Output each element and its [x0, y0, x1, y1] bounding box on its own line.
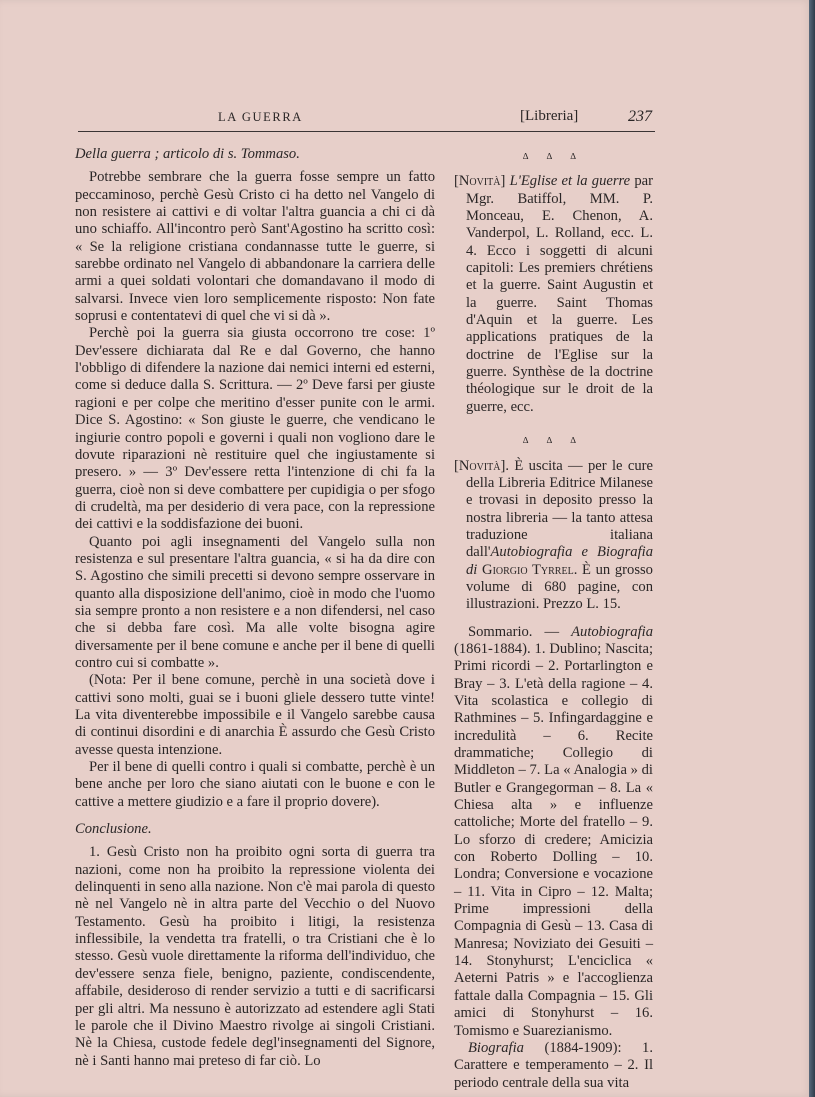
- notice-text: È uscita — per le cure della Libreria Editrice Milanese e trovasi in deposito presso la nostra libreria — la tanto attesa traduzione italiana dall': [466, 457, 653, 561]
- biografia-paragraph: [454, 1040, 653, 1092]
- notice-text: . È un grosso volume di 680 pagine, con illustrazioni. Prezzo L. 15.: [466, 561, 653, 613]
- notice-tag: [Novità]: [454, 173, 506, 190]
- book-notice-1: [454, 173, 653, 416]
- header-rule: [78, 131, 655, 132]
- book-author: Giorgio Tyrrel: [482, 561, 574, 578]
- page-number: 237: [628, 108, 652, 125]
- paragraph: Potrebbe sembrare che la guerra fosse sempre un fatto peccaminoso, perchè Gesù Cristo ci ha detto nel Vangelo di non resistere ai cattivi e di voltar l'altra guancia a chi ci dà uno schiaffo. All'incontro però Sant'Agostino ha scritto così: « Se la religione cristiana condannasse tutte le guerre, si sarebbe ordinato nel Vangelo di abbandonare la carriera delle armi a quei soldati volontari che domandavano il modo di salvarsi. Invece vien loro semplicemente risposto: Non fate soprusi e contentatevi di quel che vi si dà ».: [75, 169, 435, 325]
- biografia-title: Biografia: [468, 1039, 524, 1056]
- book-title: Autobiografia e Biografia: [490, 544, 653, 561]
- running-head-rubric: [Libreria]: [520, 108, 579, 124]
- sommario-paragraph: [454, 624, 653, 1040]
- running-head-section: LA GUERRA: [218, 110, 303, 124]
- sommario-title: Autobiografia: [571, 623, 653, 640]
- conclusion-paragraph: 1. Gesù Cristo non ha proibito ogni sorta di guerra tra nazioni, come non ha proibito la repressione violenta dei delinquenti in seno alla nazione. Non c'è mai parola di questo nè nel Vangelo nè in altra parte del Vecchio o del Nuovo Testamento. Gesù ha proibito i litigi, la resistenza inflessibile, la vendetta tra fratelli, o tra Cristiani che è lo stesso. Gesù vuole direttamente la riforma dell'individuo, che dev'essere senza fiele, benigno, paziente, condiscendente, affabile, desideroso di render servizio a tutti e di sacrificarsi per gli altri. Ma nessuno è autorizzato ad estendere agli Stati le parole che il Divino Maestro rivolge ai singoli Cristiani. Nè la Chiesa, custode fedele degl'insegnamenti del Signore, nè i Santi hanno mai preteso di far ciò. Lo: [75, 844, 435, 1069]
- section-separator: ∆ ∆ ∆: [522, 151, 585, 161]
- left-column: [75, 146, 435, 1070]
- notice-tag: [Novità].: [454, 457, 510, 474]
- right-column: [454, 146, 653, 1092]
- notice-text: par Mgr. Batiffol, MM. P. Monceau, E. Chenon, A. Vanderpol, L. Rolland, ecc. L. 4. Ecco i soggetti di alcuni capitoli: Les premiers chrétiens et la guerre. Saint Augustin et la guerre. Saint Thomas d'Aquin et la guerre. Les applications pratiques de la doctrine de l'Eglise sur la guerre. Synthèse de la doctrine théologique sur le droit de la guerre, ecc.: [466, 173, 653, 415]
- conclusion-heading: Conclusione.: [75, 821, 152, 838]
- sommario-text: (1861-1884). 1. Dublino; Nascita; Primi ricordi – 2. Portarlington e Bray – 3. L'età della ragione – 4. Vita scolastica e collegio di Rathmines – 5. Infingardaggine e incredulità – 6. Recite drammatiche; Collegio di Middleton – 7. La « Analogia » di Butler e Grangegorman – 8. La « Chiesa alta » e influenze cattoliche; Morte del fratello – 9. Lo sforzo di credere; Amicizia con Roberto Dolling – 10. Londra; Conversione e vocazione – 11. Vita in Cipro – 12. Malta; Prime impressioni della Compagnia di Gesù – 13. Casa di Manresa; Noviziato dei Gesuiti – 14. Stonyhurst; L'enciclica « Aeterni Patris » e l'accoglienza fattale dalla Compagnia – 15. Gli amici di Stonyhurst – 16. Tomismo e Suarezianismo.: [454, 640, 653, 1039]
- book-title: L'Eglise et la guerre: [509, 173, 631, 190]
- page-edge: [809, 0, 815, 1097]
- article-heading: Della guerra ; articolo di s. Tommaso.: [75, 146, 300, 162]
- paragraph: (Nota: Per il bene comune, perchè in una società dove i cattivi sono molti, guai se i buoni gliele dessero tutte vinte! La vita diventerebbe impossibile e il Vangelo sarebbe causa di continui disordini e di anarchia È assurdo che Gesù Cristo avesse questa intenzione.: [75, 672, 435, 758]
- paragraph: Per il bene di quelli contro i quali si combatte, perchè è un bene anche per loro che siano aiutati con le buone e con le cattive a mettere giudizio e a fare il proprio dovere).: [75, 759, 435, 810]
- book-notice-2: [454, 458, 653, 614]
- paragraph: Perchè poi la guerra sia giusta occorrono tre cose: 1º Dev'essere dichiarata dal Re e dal Governo, che hanno l'obbligo di difendere la nazione dai nemici interni ed esterni, come si deduce dalla S. Scrittura. — 2º Deve farsi per giuste ragioni e per colpe che meritino d'esser punite con le armi. Dice S. Agostino: « Son giuste le guerre, che vendicano le ingiurie contro popoli e governi i quali non vogliono dare le dovute riparazioni nè restituire quel che ingiustamente si presero. » — 3º Dev'essere retta l'intenzione di chi fa la guerra, cioè non si deve combattere per cupidigia o per sfogo di crudeltà, ma per desiderio di vera pace, con la repressione dei cattivi e la soddisfazione dei buoni.: [75, 325, 435, 533]
- biografia-text: (1884-1909): 1. Carattere e temperamento – 2. Il periodo centrale della sua vita: [454, 1039, 653, 1091]
- section-separator: ∆ ∆ ∆: [522, 435, 585, 446]
- paragraph: Quanto poi agli insegnamenti del Vangelo sulla non resistenza e sul presentare l'altra guancia, « si ha da dire con S. Agostino che simili precetti si devono sempre osservare in quanto alla disposizione dell'animo, cioè in modo che l'uomo sia sempre pronto a non resistere e a non difendersi, nel caso che si debba fare così. Ma alle volte bisogna agire diversamente per il bene comune e anche per il bene di quelli contro cui si combatte ».: [75, 533, 435, 671]
- sommario-label: Sommario. —: [468, 623, 560, 640]
- notice-text: di: [466, 561, 478, 578]
